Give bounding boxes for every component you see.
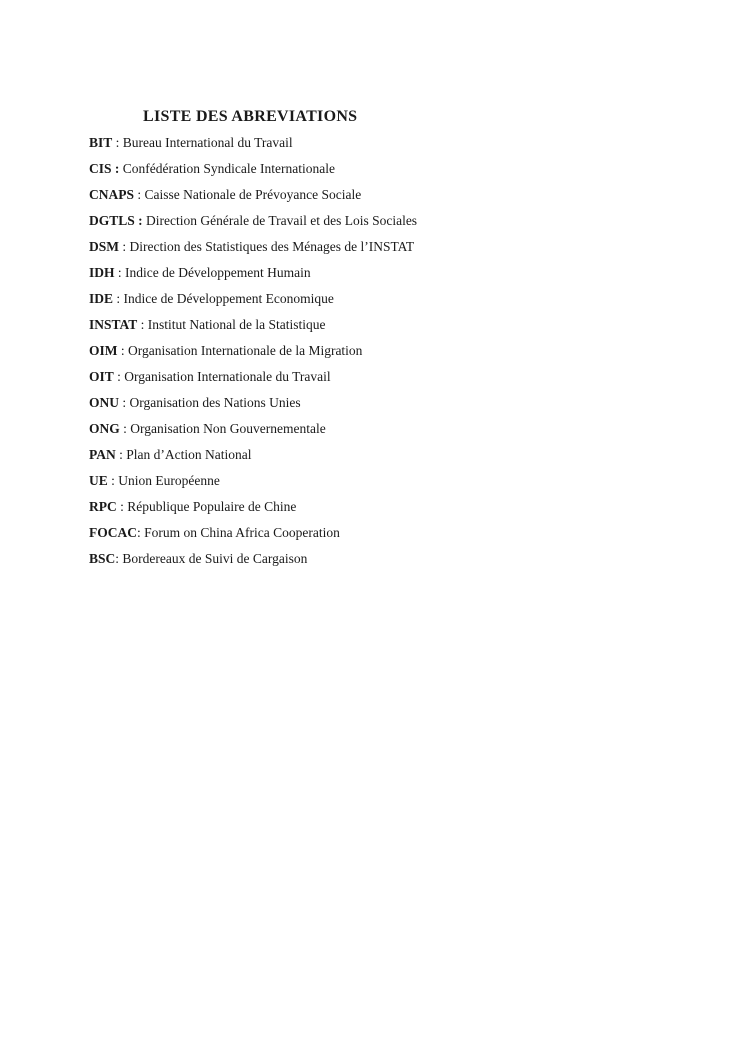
abbreviation-entry xyxy=(89,494,715,520)
abbreviation-definition: : Caisse Nationale de Prévoyance Sociale xyxy=(134,187,362,202)
abbreviation-entry xyxy=(89,182,715,208)
abbreviation-entry xyxy=(89,468,715,494)
page-content xyxy=(89,104,715,572)
abbreviation-definition: : Organisation Non Gouvernementale xyxy=(119,421,326,436)
abbreviation-definition: : Indice de Développement Economique xyxy=(113,291,334,306)
abbreviation-term: PAN xyxy=(89,447,116,462)
abbreviation-term: OIT xyxy=(89,369,114,384)
abbreviation-definition: : Organisation Internationale de la Migration xyxy=(117,343,363,358)
abbreviation-term: IDH xyxy=(89,265,115,280)
abbreviation-entry xyxy=(89,208,715,234)
abbreviation-term: DGTLS : xyxy=(89,213,143,228)
abbreviation-term: CNAPS xyxy=(89,187,135,202)
abbreviation-term: DSM xyxy=(89,239,119,254)
abbreviation-definition: : Institut National de la Statistique xyxy=(137,317,326,332)
abbreviation-term: RPC xyxy=(89,499,117,514)
abbreviation-definition: : Organisation Internationale du Travail xyxy=(113,369,331,384)
abbreviation-entry xyxy=(89,234,715,260)
abbreviation-entry xyxy=(89,286,715,312)
abbreviation-term: BIT xyxy=(89,135,113,150)
abbreviation-term: ONU xyxy=(89,395,119,410)
abbreviation-entry xyxy=(89,546,715,572)
abbreviation-entry xyxy=(89,364,715,390)
abbreviation-entry xyxy=(89,416,715,442)
abbreviation-term: OIM xyxy=(89,343,118,358)
abbreviation-term: BSC xyxy=(89,551,116,566)
abbreviation-entry xyxy=(89,156,715,182)
abbreviation-definition: : Bureau International du Travail xyxy=(112,135,293,150)
abbreviation-entry xyxy=(89,390,715,416)
abbreviation-definition: : Union Européenne xyxy=(107,473,220,488)
abbreviation-term: IDE xyxy=(89,291,114,306)
abbreviation-definition: : Indice de Développement Humain xyxy=(114,265,311,280)
abbreviation-definition: Direction Générale de Travail et des Lois Sociales xyxy=(142,213,418,228)
abbreviation-entry xyxy=(89,338,715,364)
abbreviation-term: ONG xyxy=(89,421,120,436)
abbreviation-term: UE xyxy=(89,473,108,488)
abbreviation-term: CIS : xyxy=(89,161,120,176)
abbreviation-definition: : Organisation des Nations Unies xyxy=(119,395,301,410)
abbreviation-entry xyxy=(89,520,715,546)
abbreviation-entry xyxy=(89,312,715,338)
page-title: LISTE DES ABREVIATIONS xyxy=(143,108,358,125)
abbreviation-entry xyxy=(89,260,715,286)
abbreviation-definition: : République Populaire de Chine xyxy=(116,499,297,514)
abbreviation-definition: : Forum on China Africa Cooperation xyxy=(137,525,340,540)
abbreviation-definition: Confédération Syndicale Internationale xyxy=(119,161,335,176)
abbreviation-definition: : Bordereaux de Suivi de Cargaison xyxy=(115,551,308,566)
abbreviation-term: FOCAC xyxy=(89,525,137,540)
abbreviation-entry xyxy=(89,442,715,468)
abbreviation-term: INSTAT xyxy=(89,317,138,332)
abbreviation-entry xyxy=(89,130,715,156)
abbreviation-list xyxy=(89,130,715,572)
abbreviation-definition: : Direction des Statistiques des Ménages de l’INSTAT xyxy=(119,239,415,254)
abbreviation-definition: : Plan d’Action National xyxy=(115,447,252,462)
